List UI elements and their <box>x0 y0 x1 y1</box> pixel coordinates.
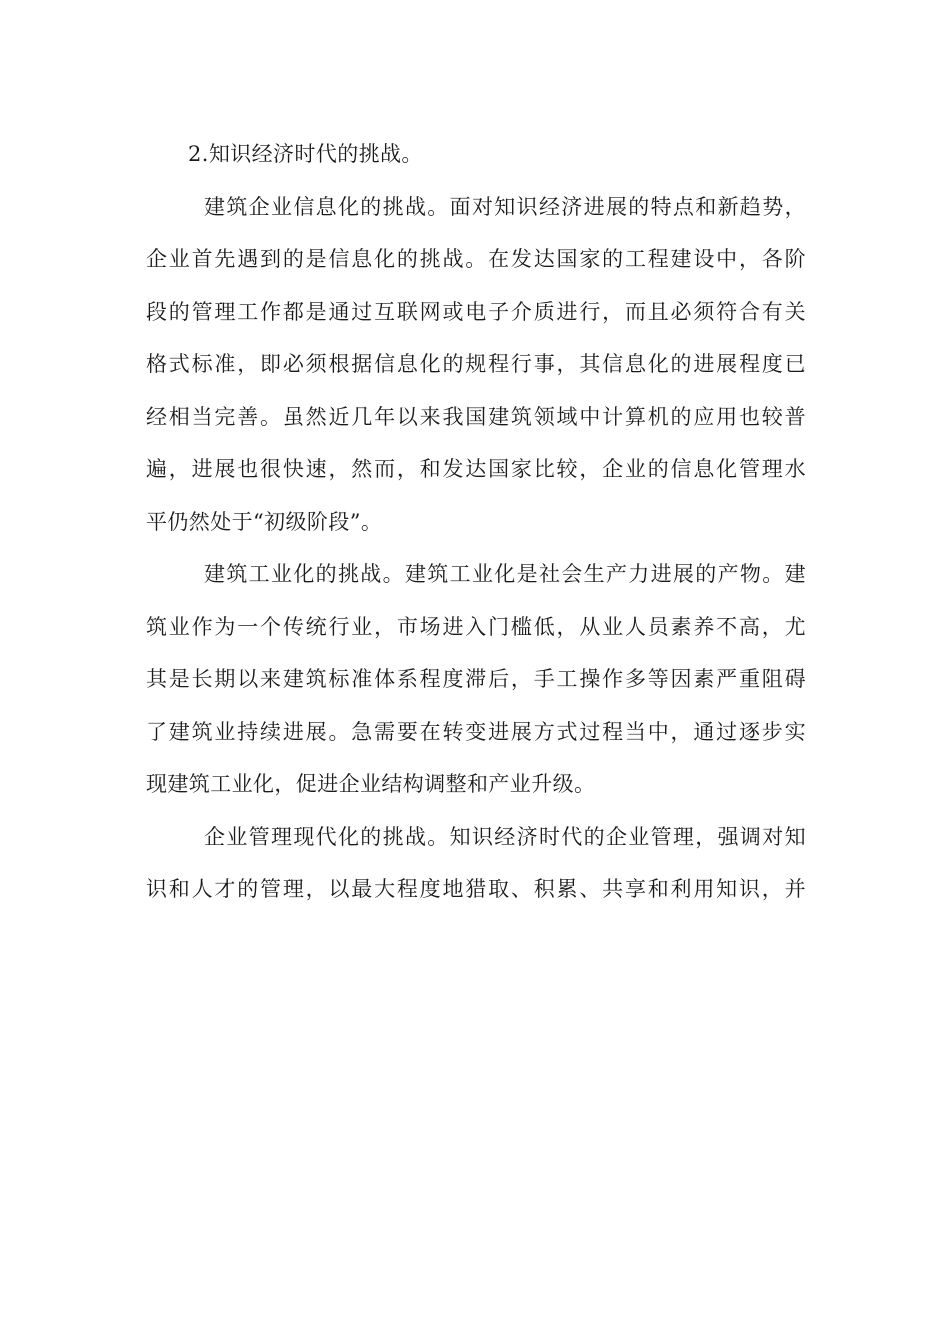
paragraph-line: 建筑工业化的挑战。建筑工业化是社会生产力进展的产物。建 <box>204 562 806 586</box>
paragraph-line: 企业首先遇到的是信息化的挑战。在发达国家的工程建设中，各阶 <box>146 247 806 271</box>
paragraph-line: 建筑企业信息化的挑战。面对知识经济进展的特点和新趋势， <box>204 194 806 219</box>
paragraph-line: 筑业作为一个传统行业，市场进入门槛低，从业人员素养不高，尤 <box>146 614 806 639</box>
paragraph-line: 现建筑工业化，促进企业结构调整和产业升级。 <box>146 772 596 796</box>
document-body <box>146 128 806 916</box>
section-heading: 2.知识经济时代的挑战。 <box>188 142 423 166</box>
paragraph-line: 其是长期以来建筑标准体系程度滞后，手工操作多等因素严重阻碍 <box>146 667 806 691</box>
paragraph-industrialization <box>146 548 806 811</box>
paragraph-line: 平仍然处于“初级阶段”。 <box>146 509 383 534</box>
paragraph-line: 企业管理现代化的挑战。知识经济时代的企业管理，强调对知 <box>204 824 806 849</box>
paragraph-line: 了建筑业持续进展。急需要在转变进展方式过程当中，通过逐步实 <box>146 719 806 744</box>
paragraph-line: 遍，进展也很快速，然而，和发达国家比较，企业的信息化管理水 <box>146 457 806 481</box>
paragraph-informatization <box>146 181 806 549</box>
paragraph-line: 经相当完善。虽然近几年以来我国建筑领域中计算机的应用也较普 <box>146 404 806 429</box>
paragraph-line: 识和人才的管理，以最大程度地猎取、积累、共享和利用知识，并 <box>146 877 806 901</box>
paragraph-line: 格式标准，即必须根据信息化的规程行事，其信息化的进展程度已 <box>146 352 806 376</box>
paragraph-line: 段的管理工作都是通过互联网或电子介质进行，而且必须符合有关 <box>146 299 806 324</box>
paragraph-management-modernization <box>146 811 806 916</box>
